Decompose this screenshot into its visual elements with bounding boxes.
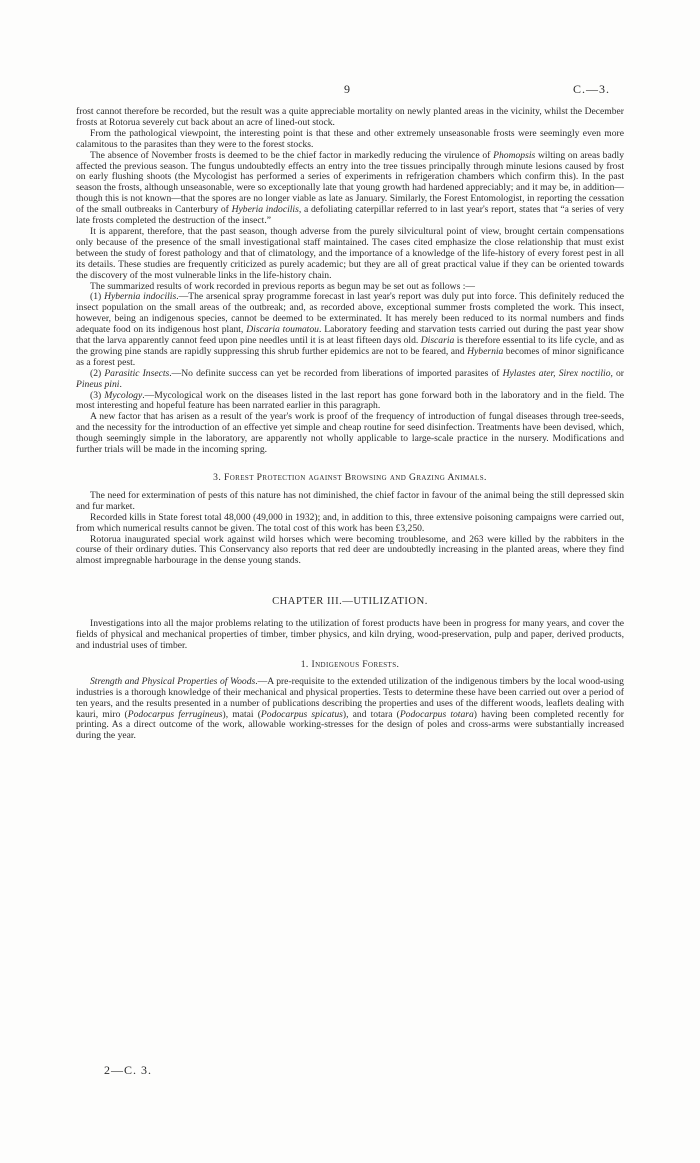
- document-reference: C.—3.: [572, 82, 610, 96]
- list-item: (2) Parasitic Insects.—No definite success can yet be recorded from liberations of imported parasites of Hylastes ater, Sirex noctilio, or Pineus pini.: [76, 367, 625, 390]
- list-item: (3) Mycology.—Mycological work on the diseases listed in the last report has gone forward both in the laboratory and in the field. The most interesting and hopeful feature has been narrated earlier in this paragraph.: [76, 389, 624, 412]
- paragraph: From the pathological viewpoint, the interesting point is that these and other extremely unseasonable frosts were seemingly even more calamitous to the parasites than they were to the forest stocks.: [76, 127, 624, 150]
- page-header: [0, 82, 700, 98]
- signature-mark: 2—C. 3.: [104, 1063, 153, 1077]
- page-number: 9: [344, 82, 350, 96]
- chapter-heading: CHAPTER III.—UTILIZATION.: [272, 596, 428, 608]
- list-item: (1) Hybernia indocilis.—The arsenical spray programme forecast in last year's report was duly put into force. This definitely reduced the insect population on the small areas of the outbreak; and, as recorded above, exceptional summer frosts completed the work. This insect, however, being an indigenous species, cannot be deemed to be exterminated. It has merely been reduced to its normal numbers and finds adequate food on its indigenous host plant, Discaria toumatou. Laboratory feeding and starvation tests carried out during the past year show that the larva apparently cannot feed upon pine needles until it is at least fifteen days old. Discaria is therefore essential to its life cycle, and as the growing pine stands are rapidly suppressing this shrub further epidemics are not to be feared, and Hybernia becomes of minor significance as a forest pest.: [76, 291, 624, 368]
- paragraph: Recorded kills in State forest total 48,000 (49,000 in 1932); and, in addition to this, three extensive poisoning campaigns were carried out, from which numerical results cannot be given. The total cost of this work has been £3,250.: [76, 511, 624, 534]
- paragraph: The summarized results of work recorded in previous reports as begun may be set out as follows :—: [90, 280, 475, 292]
- section-heading: 1. Indigenous Forests.: [300, 658, 400, 670]
- paragraph: Rotorua inaugurated special work against wild horses which were becoming troublesome, and 263 were killed by the rabbiters in the course of their ordinary duties. This Conservancy also reports that red deer are undoubtedly increasing in the planted areas, where they find almost impregnable harbourage in the dense young stands.: [76, 533, 624, 567]
- page-body: [76, 107, 624, 742]
- section-heading: 3. Forest Protection against Browsing and Grazing Animals.: [213, 472, 487, 483]
- paragraph: Strength and Physical Properties of Woods.—A pre-requisite to the extended utilization of the indigenous timbers by the local wood-using industries is a thorough knowledge of their mechanical and physical properties. Tests to determine these have been carried out over a period of ten years, and the results presented in a number of publications describing the properties and uses of the different woods, leaflets dealing with kauri, miro (Podocarpus ferrugineus), matai (Podocarpus spicatus), and totara (Podocarpus totara) having been completed recently for printing. As a direct outcome of the work, allowable working-stresses for the design of poles and cross-arms were substantially increased during the year.: [76, 675, 624, 742]
- paragraph: A new factor that has arisen as a result of the year's work is proof of the frequency of introduction of fungal diseases through tree-seeds, and the necessity for the introduction of an effective yet simple and cheap routine for seed disinfection. Treatments have been devised, which, though seemingly simple in the laboratory, are apparently not wholly applicable to large-scale practice in the nursery. Modifications and further trials will be made in the incoming spring.: [76, 411, 624, 456]
- paragraph: frost cannot therefore be recorded, but the result was a quite appreciable mortality on newly planted areas in the vicinity, whilst the December frosts at Rotorua severely cut back about an acre of lined-out stock.: [76, 106, 624, 128]
- paragraph: Investigations into all the major problems relating to the utilization of forest products have been in progress for many years, and cover the fields of physical and mechanical properties of timber, timber physics, and kiln drying, wood-preservation, pulp and paper, derived products, and industrial uses of timber.: [76, 618, 624, 651]
- paragraph: The absence of November frosts is deemed to be the chief factor in markedly reducing the virulence of Phomopsis wilting on areas badly affected the previous season. The fungus undoubtedly effects an entry into the tree tissues principally through minute lesions caused by frost on early flushing shoots (the Mycologist has performed a series of experiments in refrigeration chambers which confirm this). In the past season the frosts, although unseasonable, were so exceptionally late that young growth had hardened appreciably; and it may be, in addition—though this is not known—that the spores are no longer viable as late as January. Similarly, the Forest Entomologist, in reporting the cessation of the small outbreaks in Canterbury of Hyberia indocilis, a defoliating caterpillar referred to in last year's report, states that “a series of very late frosts completed the destruction of the insect.”: [76, 149, 625, 227]
- paragraph: It is apparent, therefore, that the past season, though adverse from the purely silvicultural point of view, brought certain compensations only because of the presence of the small investigational staff maintained. The cases cited emphasize the close relationship that must exist between the study of forest pathology and that of climatology, and the importance of a knowledge of the life-history of every forest pest in all its details. These studies are frequently criticized as purely academic; but they are all of great practical value if they can be oriented towards the discovery of the most vulnerable links in the life-history chain.: [76, 225, 624, 281]
- paragraph: The need for extermination of pests of this nature has not diminished, the chief factor in favour of the animal being the still depressed skin and fur market.: [76, 489, 624, 512]
